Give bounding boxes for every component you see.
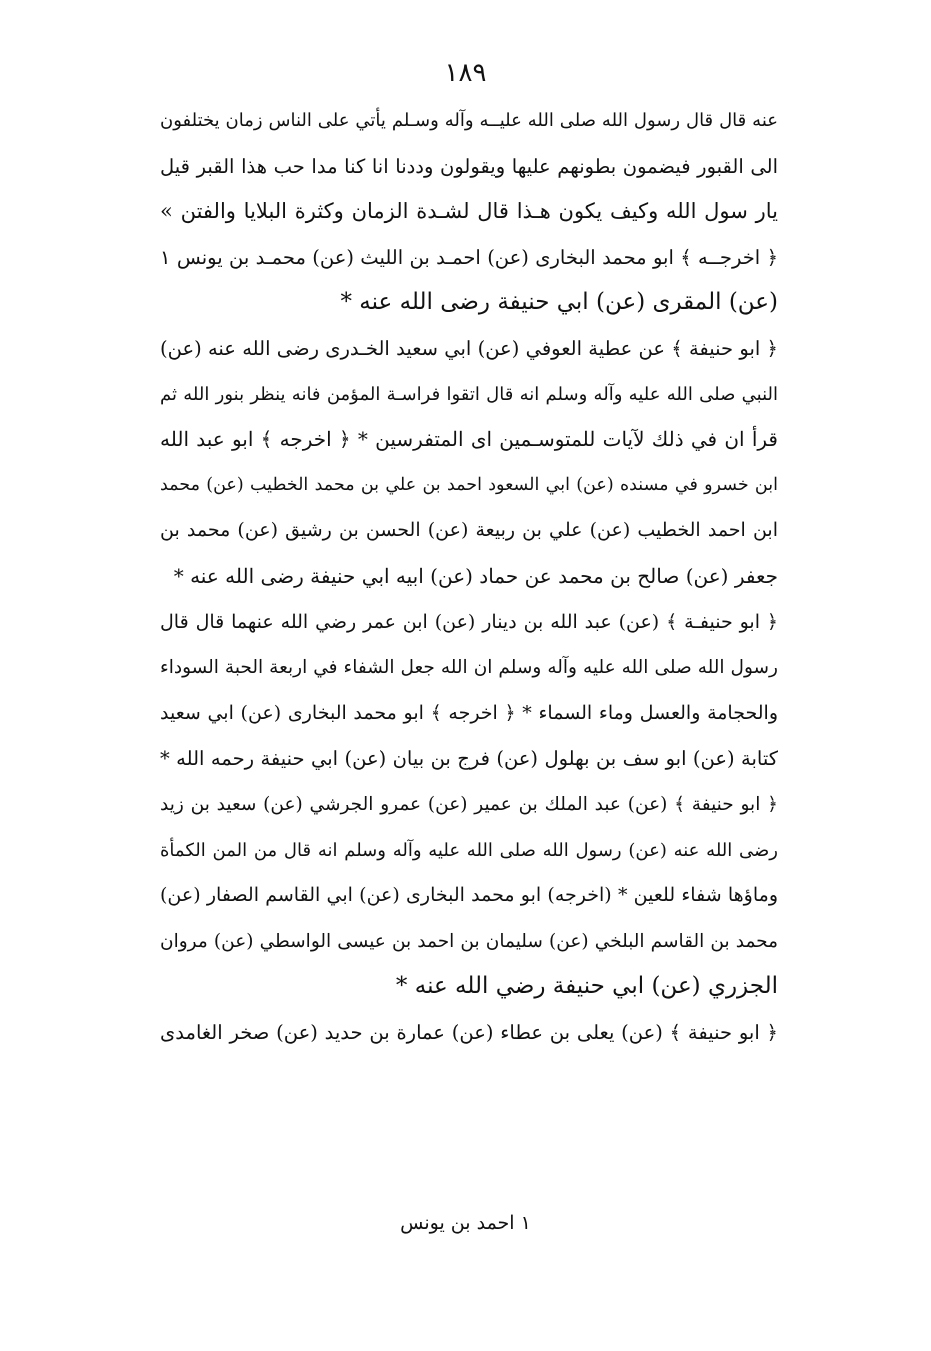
text-line: ابن احمد الخطيب (عن) علي بن ربيعة (عن) الحسن بن رشيق (عن) محمد بن (160, 519, 778, 542)
text-line: النبي صلى الله عليه وآله وسلم انه قال اتقوا فراسـة المؤمن فانه ينظر بنور الله ثم (160, 383, 778, 405)
text-line: الجزري (عن) ابي حنيفة رضي الله عنه * (395, 973, 778, 1000)
text-line: رضى الله عنه (عن) رسول الله صلى الله عليه وآله وسلم انه قال من المن الكمأة (160, 839, 778, 861)
page-number: ١٨٩ (444, 58, 487, 88)
text-line: ﴿ ابو حنيفة ﴾ (عن) عبد الملك بن عمير (عن) عمرو الجرشي (عن) سعيد بن زيد (160, 793, 778, 815)
text-line: والحجامة والعسل وماء السماء * ﴿ اخرجه ﴾ ابو محمد البخارى (عن) ابي سعيد (160, 701, 778, 724)
text-line: (عن) المقرى (عن) ابي حنيفة رضى الله عنه * (340, 289, 778, 316)
text-line: عنه قال قال رسول الله صلى الله عليــه وآله وسـلم يأتي على الناس زمان يختلفون (160, 110, 778, 131)
text-line: رسول الله صلى الله عليه وآله وسلم ان الله جعل الشفاء في اربعة الحبة السوداء (160, 657, 778, 679)
text-line: يار سول الله وكيف يكون هـذا قال لشـدة الزمان وكثرة البلايا والفتن » (160, 199, 778, 224)
text-line: قرأ ان في ذلك لآيات للمتوسـمين اى المتفرسين * ﴿ اخرجه ﴾ ابو عبد الله (160, 427, 778, 452)
text-line: ابن خسرو في مسنده (عن) ابي السعود احمد بن علي بن محمد الخطيب (عن) محمد (160, 474, 778, 495)
text-line: كتابة (عن) ابو سف بن بهلول (عن) فرج بن بيان (عن) ابي حنيفة رحمه الله * (160, 747, 778, 771)
text-line: محمد بن القاسم البلخي (عن) سليمان بن احمد بن عيسى الواسطي (عن) مروان (160, 930, 778, 952)
text-line: وماؤها شفاء للعين * (اخرجه) ابو محمد البخارى (عن) ابي القاسم الصفار (عن) (160, 884, 778, 907)
footnote: ١ احمد بن يونس (400, 1212, 531, 1234)
text-line: ﴿ ابو حنيفة ﴾ (عن) يعلى بن عطاء (عن) عمارة بن حديد (عن) صخر الغامدى (160, 1020, 778, 1044)
text-line: الى القبور فيضمون بطونهم عليها ويقولون وددنا انا كنا مدا حب هذا القبر قيل (160, 154, 778, 178)
body-text (160, 98, 778, 1055)
text-line: ﴿ اخرجــه ﴾ ابو محمد البخارى (عن) احمـد بن الليث (عن) محمـد بن يونس ١ (160, 245, 778, 269)
text-line: ﴿ ابو حنيفة ﴾ عن عطية العوفي (عن) ابي سعيد الخـدرى رضى الله عنه (عن) (160, 336, 778, 360)
text-line: ﴿ ابو حنيفـة ﴾ (عن) عبد الله بن دينار (عن) ابن عمر رضي الله عنهما قال قال (160, 610, 778, 633)
text-line: جعفر (عن) صالح بن محمد عن حماد (عن) ابيه ابي حنيفة رضى الله عنه * (173, 563, 778, 588)
